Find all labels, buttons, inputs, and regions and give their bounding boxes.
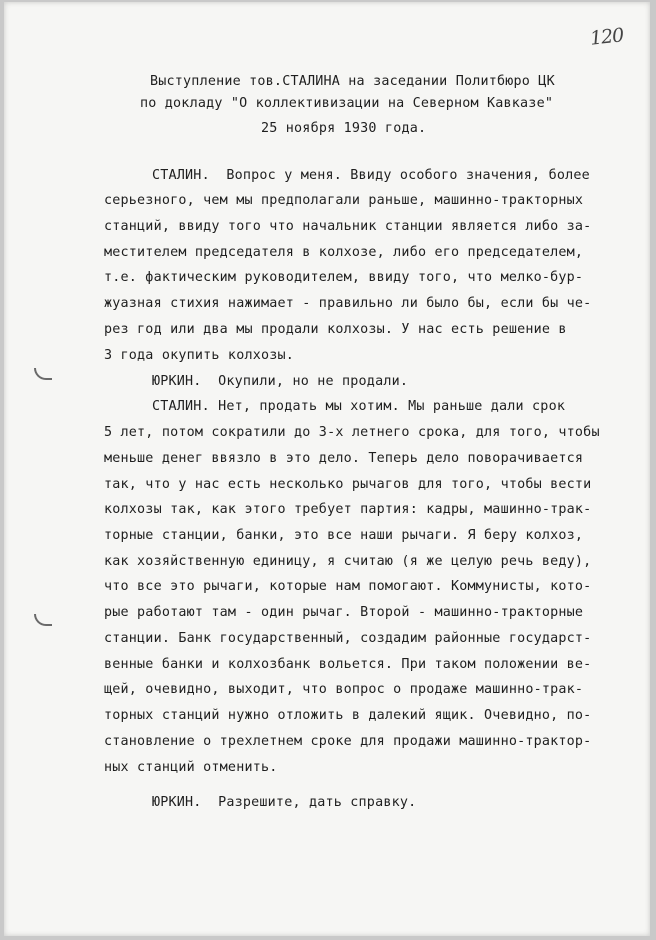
text-line: что все это рычаги, которые нам помогают. Коммунисты, кото- [104,579,592,594]
margin-hole-mark [34,368,52,380]
text-line: так, что у нас есть несколько рычагов для того, чтобы вести [104,477,592,492]
text-line: рые работают там - один рычаг. Второй - машинно-тракторные [104,605,584,620]
text-line: серьезного, чем мы предполагали раньше, машинно-тракторных [104,193,584,208]
text-line: торные станции, банки, это все наши рычаги. Я беру колхоз, [104,528,584,543]
text-line: жуазная стихия нажимает - правильно ли было бы, если бы че- [104,296,592,311]
text-line: 3 года окупить колхозы. [104,348,295,363]
text-line: ЮРКИН. Окупили, но не продали. [152,374,409,389]
text-line: колхозы так, как этого требует партия: кадры, машинно-трак- [104,502,592,517]
text-line: венные банки и колхозбанк вольется. При таком положении ве- [104,657,592,672]
text-line: щей, очевидно, выходит, что вопрос о продаже машинно-трак- [104,682,584,697]
heading-line-1: Выступление тов.СТАЛИНА на заседании Политбюро ЦК [150,74,555,89]
text-line: рез год или два мы продали колхозы. У нас есть решение в [104,322,567,337]
text-line: торных станций нужно отложить в далекий ящик. Очевидно, по- [104,708,592,723]
heading-date: 25 ноября 1930 года. [261,121,427,136]
text-line: ных станций отменить. [104,760,278,775]
text-line: местителем председателя в колхозе, либо его председателем, [104,245,584,260]
text-line: СТАЛИН. Вопрос у меня. Ввиду особого значения, более [152,168,590,183]
page-number: 120 [588,24,625,50]
text-line: ЮРКИН. Разрешите, дать справку. [152,795,417,810]
text-line: т.е. фактическим руководителем, ввиду того, что мелко-бур- [104,270,584,285]
text-line: СТАЛИН. Нет, продать мы хотим. Мы раньше дали срок [152,399,566,414]
text-line: станции. Банк государственный, создадим районные государст- [104,631,592,646]
text-line: как хозяйственную единицу, я считаю (я же целую речь веду), [104,554,592,569]
document-page [4,2,650,936]
margin-hole-mark [34,614,52,626]
heading-line-2: по докладу "О коллективизации на Северном Кавказе" [140,96,554,111]
text-line: меньше денег ввязло в это дело. Теперь дело поворачивается [104,451,584,466]
text-line: становление о трехлетнем сроке для продажи машинно-трактор- [104,734,592,749]
text-line: 5 лет, потом сократили до 3-х летнего срока, для того, чтобы [104,425,600,440]
text-line: станций, ввиду того что начальник станции является либо за- [104,219,592,234]
